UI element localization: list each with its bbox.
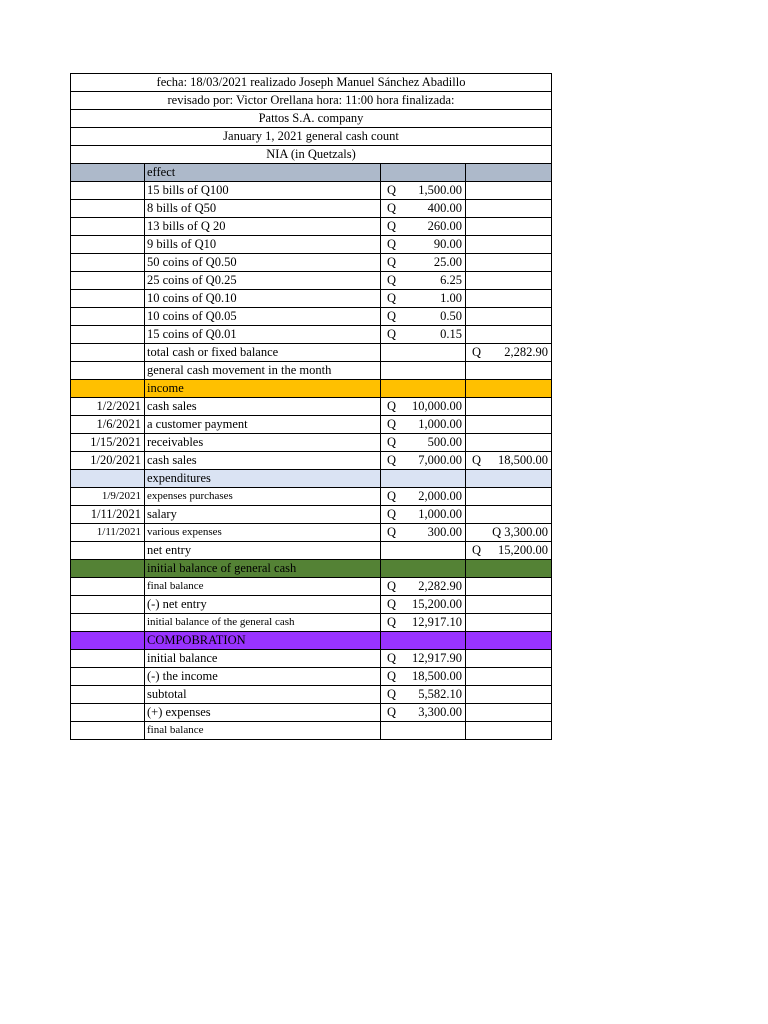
amount-value: Q 3,300.00 — [492, 525, 548, 539]
section-title: initial balance of general cash — [145, 560, 381, 578]
amount-value: 6.25 — [440, 273, 462, 287]
currency-symbol: Q — [387, 525, 397, 539]
section-header-income — [71, 380, 552, 398]
section-title: expenditures — [145, 470, 381, 488]
item-amount — [381, 434, 466, 452]
table-row — [71, 434, 552, 452]
item-amount — [381, 452, 466, 470]
amount-value: 260.00 — [427, 219, 462, 233]
amount-value: 2,000.00 — [418, 489, 462, 503]
total-label: total cash or fixed balance — [145, 344, 381, 362]
total-amount — [466, 344, 552, 362]
amount-value: 18,500.00 — [412, 669, 462, 683]
currency-symbol: Q — [387, 489, 397, 503]
amount-value: 2,282.90 — [418, 579, 462, 593]
item-amount — [381, 272, 466, 290]
table-row — [71, 326, 552, 344]
item-amount — [381, 596, 466, 614]
amount-value: 25.00 — [433, 255, 462, 269]
item-date: 1/2/2021 — [71, 398, 145, 416]
table-row — [71, 686, 552, 704]
amount-value: 1,000.00 — [418, 507, 462, 521]
item-description: salary — [145, 506, 381, 524]
currency-symbol: Q — [387, 327, 397, 341]
total-row — [71, 344, 552, 362]
item-description: 10 coins of Q0.05 — [145, 308, 381, 326]
section-header-initial-balance — [71, 560, 552, 578]
item-description: 25 coins of Q0.25 — [145, 272, 381, 290]
table-row — [71, 722, 552, 740]
header-row — [71, 110, 552, 128]
table-row — [71, 524, 552, 542]
header-row — [71, 128, 552, 146]
amount-value: 1.00 — [440, 291, 462, 305]
currency-symbol: Q — [387, 651, 397, 665]
section-header-expenditures — [71, 470, 552, 488]
item-amount — [381, 650, 466, 668]
header-row — [71, 146, 552, 164]
currency-symbol: Q — [387, 417, 397, 431]
header-row — [71, 92, 552, 110]
item-description: 15 coins of Q0.01 — [145, 326, 381, 344]
currency-symbol: Q — [387, 291, 397, 305]
item-description: subtotal — [145, 686, 381, 704]
table-row — [71, 398, 552, 416]
header-row — [71, 74, 552, 92]
item-description: 13 bills of Q 20 — [145, 218, 381, 236]
movement-row — [71, 362, 552, 380]
company-name: Pattos S.A. company — [71, 110, 552, 128]
currency-symbol: Q — [387, 273, 397, 287]
item-description: (-) net entry — [145, 596, 381, 614]
net-entry-amount — [466, 542, 552, 560]
currency-symbol: Q — [387, 237, 397, 251]
item-amount — [381, 578, 466, 596]
currency-symbol: Q — [472, 453, 482, 467]
item-amount — [381, 488, 466, 506]
item-amount — [381, 182, 466, 200]
item-amount — [381, 668, 466, 686]
table-row — [71, 614, 552, 632]
amount-value: 12,917.10 — [412, 615, 462, 629]
item-amount — [381, 290, 466, 308]
section-title: income — [145, 380, 381, 398]
amount-value: 0.15 — [440, 327, 462, 341]
item-description: initial balance of the general cash — [145, 614, 381, 632]
item-amount — [381, 416, 466, 434]
item-description: 15 bills of Q100 — [145, 182, 381, 200]
item-description: 10 coins of Q0.10 — [145, 290, 381, 308]
item-description: (+) expenses — [145, 704, 381, 722]
item-description: receivables — [145, 434, 381, 452]
movement-label: general cash movement in the month — [145, 362, 381, 380]
table-row — [71, 308, 552, 326]
amount-value: 1,000.00 — [418, 417, 462, 431]
amount-value: 15,200.00 — [412, 597, 462, 611]
item-date: 1/9/2021 — [71, 488, 145, 506]
item-description: final balance — [145, 722, 381, 740]
currency-symbol: Q — [387, 399, 397, 413]
currency-symbol: Q — [472, 345, 482, 359]
currency-symbol: Q — [387, 615, 397, 629]
table-row — [71, 578, 552, 596]
item-amount — [381, 686, 466, 704]
currency-note: NIA (in Quetzals) — [71, 146, 552, 164]
amount-value: 2,282.90 — [504, 345, 548, 359]
item-amount — [381, 236, 466, 254]
section-title: COMPOBRATION — [145, 632, 381, 650]
amount-value: 10,000.00 — [412, 399, 462, 413]
item-amount — [381, 308, 466, 326]
item-description: a customer payment — [145, 416, 381, 434]
currency-symbol: Q — [472, 543, 482, 557]
table-row — [71, 236, 552, 254]
table-row — [71, 218, 552, 236]
item-amount — [381, 524, 466, 542]
currency-symbol: Q — [387, 183, 397, 197]
currency-symbol: Q — [387, 687, 397, 701]
item-amount — [381, 200, 466, 218]
amount-value: 7,000.00 — [418, 453, 462, 467]
section-title: effect — [145, 164, 381, 182]
table-row — [71, 596, 552, 614]
item-description: 8 bills of Q50 — [145, 200, 381, 218]
section-header-effect — [71, 164, 552, 182]
item-date: 1/6/2021 — [71, 416, 145, 434]
table-row — [71, 488, 552, 506]
item-amount — [381, 398, 466, 416]
amount-value: 18,500.00 — [498, 453, 548, 467]
table-row — [71, 452, 552, 470]
section-header-compobration — [71, 632, 552, 650]
item-description: initial balance — [145, 650, 381, 668]
sheet-subtitle: January 1, 2021 general cash count — [71, 128, 552, 146]
amount-value: 0.50 — [440, 309, 462, 323]
net-entry-label: net entry — [145, 542, 381, 560]
currency-symbol: Q — [387, 579, 397, 593]
amount-value: 1,500.00 — [418, 183, 462, 197]
amount-value: 90.00 — [433, 237, 462, 251]
item-description: 50 coins of Q0.50 — [145, 254, 381, 272]
currency-symbol: Q — [387, 453, 397, 467]
item-description: various expenses — [145, 524, 381, 542]
table-row — [71, 182, 552, 200]
table-row — [71, 668, 552, 686]
item-description: (-) the income — [145, 668, 381, 686]
amount-value: 12,917.90 — [412, 651, 462, 665]
table-row — [71, 416, 552, 434]
table-row — [71, 704, 552, 722]
amount-value: 15,200.00 — [498, 543, 548, 557]
table-row — [71, 254, 552, 272]
item-description: cash sales — [145, 398, 381, 416]
header-line-reviewer: revisado por: Victor Orellana hora: 11:00 hora finalizada: — [71, 92, 552, 110]
cash-count-sheet — [70, 73, 552, 740]
currency-symbol: Q — [387, 435, 397, 449]
amount-value: 300.00 — [427, 525, 462, 539]
item-description: expenses purchases — [145, 488, 381, 506]
currency-symbol: Q — [387, 201, 397, 215]
item-description: final balance — [145, 578, 381, 596]
table-row — [71, 506, 552, 524]
income-total — [466, 452, 552, 470]
header-line-date-author: fecha: 18/03/2021 realizado Joseph Manuel Sánchez Abadillo — [71, 74, 552, 92]
table-row — [71, 272, 552, 290]
item-description: cash sales — [145, 452, 381, 470]
currency-symbol: Q — [387, 309, 397, 323]
item-amount — [381, 326, 466, 344]
expenditures-total — [466, 524, 552, 542]
amount-value: 400.00 — [427, 201, 462, 215]
amount-value: 3,300.00 — [418, 705, 462, 719]
item-date: 1/20/2021 — [71, 452, 145, 470]
table-row — [71, 650, 552, 668]
currency-symbol: Q — [387, 219, 397, 233]
item-date: 1/15/2021 — [71, 434, 145, 452]
currency-symbol: Q — [387, 255, 397, 269]
item-amount — [381, 254, 466, 272]
amount-value: 5,582.10 — [418, 687, 462, 701]
item-amount — [381, 614, 466, 632]
item-amount — [381, 506, 466, 524]
item-date: 1/11/2021 — [71, 506, 145, 524]
table-row — [71, 200, 552, 218]
currency-symbol: Q — [387, 597, 397, 611]
item-description: 9 bills of Q10 — [145, 236, 381, 254]
net-entry-row — [71, 542, 552, 560]
item-date: 1/11/2021 — [71, 524, 145, 542]
item-amount — [381, 704, 466, 722]
table-row — [71, 290, 552, 308]
currency-symbol: Q — [387, 669, 397, 683]
item-amount — [381, 218, 466, 236]
amount-value: 500.00 — [427, 435, 462, 449]
currency-symbol: Q — [387, 705, 397, 719]
currency-symbol: Q — [387, 507, 397, 521]
